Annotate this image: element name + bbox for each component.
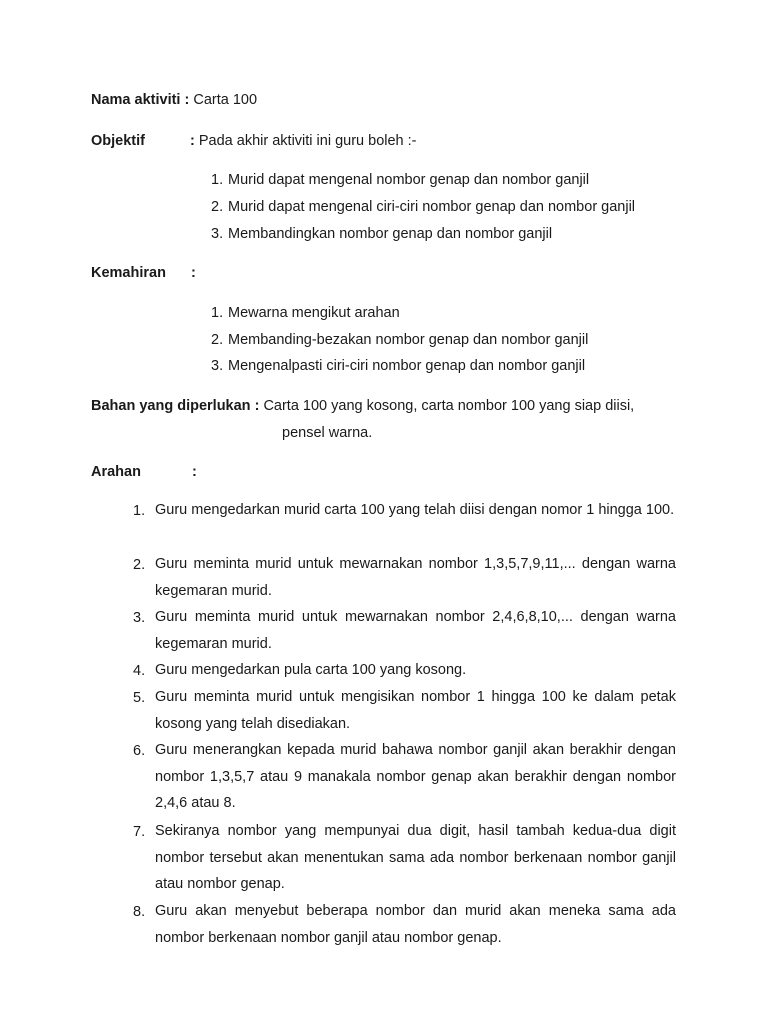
materials-row <box>91 397 634 415</box>
objective-intro-row <box>190 132 417 150</box>
instructions-label: Arahan <box>91 464 141 480</box>
skills-item: Membanding-bezakan nombor genap dan nombor ganjil <box>228 332 589 348</box>
instruction-number: 6. <box>133 743 146 759</box>
objective-item-number: 1. <box>211 172 224 188</box>
objective-intro: Pada akhir aktiviti ini guru boleh :- <box>198 133 417 149</box>
instruction-number: 2. <box>133 557 146 573</box>
skills-item-number: 2. <box>211 332 224 348</box>
instruction-item: Guru mengedarkan murid carta 100 yang telah diisi dengan nomor 1 hingga 100. <box>155 502 675 518</box>
instructions-colon: : <box>192 464 197 480</box>
instruction-number: 7. <box>133 824 146 840</box>
instruction-number: 1. <box>133 503 146 519</box>
instruction-item: Guru akan menyebut beberapa nombor dan murid akan meneka sama ada nombor berkenaan nombor ganjil atau nombor genap. <box>155 903 676 946</box>
instruction-item: Sekiranya nombor yang mempunyai dua digit, hasil tambah kedua-dua digit nombor tersebut akan menentukan sama ada nombor berkenaan nombor ganjil atau nombor genap. <box>155 823 676 893</box>
objective-item: Membandingkan nombor genap dan nombor ganjil <box>228 226 553 242</box>
instruction-item: Guru mengedarkan pula carta 100 yang kosong. <box>155 662 467 678</box>
instruction-number: 5. <box>133 690 146 706</box>
objective-label: Objektif <box>91 133 145 149</box>
instruction-number: 4. <box>133 663 146 679</box>
materials-line-2: pensel warna. <box>282 425 373 441</box>
activity-name-row <box>91 91 257 109</box>
skills-item-number: 3. <box>211 358 224 374</box>
skills-item-number: 1. <box>211 305 224 321</box>
objective-item-number: 3. <box>211 226 224 242</box>
instruction-number: 3. <box>133 610 146 626</box>
activity-name-label: Nama aktiviti : <box>91 92 190 108</box>
instruction-number: 8. <box>133 904 146 920</box>
objective-item-number: 2. <box>211 199 224 215</box>
instruction-item: Guru meminta murid untuk mewarnakan nombor 1,3,5,7,9,11,... dengan warna kegemaran murid. <box>155 556 676 599</box>
skills-label: Kemahiran <box>91 265 166 281</box>
objective-item: Murid dapat mengenal ciri-ciri nombor genap dan nombor ganjil <box>228 199 636 215</box>
instruction-item: Guru menerangkan kepada murid bahawa nombor ganjil akan berakhir dengan nombor 1,3,5,7 atau 9 manakala nombor genap akan berakhir dengan nombor 2,4,6 atau 8. <box>155 742 676 812</box>
instruction-item: Guru meminta murid untuk mewarnakan nombor 2,4,6,8,10,... dengan warna kegemaran murid. <box>155 609 676 652</box>
instruction-item: Guru meminta murid untuk mengisikan nombor 1 hingga 100 ke dalam petak kosong yang telah disediakan. <box>155 689 676 732</box>
materials-label: Bahan yang diperlukan : <box>91 398 260 414</box>
activity-name-value: Carta 100 <box>193 92 258 108</box>
objective-item: Murid dapat mengenal nombor genap dan nombor ganjil <box>228 172 590 188</box>
skills-item: Mewarna mengikut arahan <box>228 305 400 321</box>
skills-item: Mengenalpasti ciri-ciri nombor genap dan nombor ganjil <box>228 358 586 374</box>
skills-colon: : <box>191 265 196 281</box>
objective-colon: : <box>190 133 195 149</box>
materials-line-1: Carta 100 yang kosong, carta nombor 100 yang siap diisi, <box>263 398 635 414</box>
